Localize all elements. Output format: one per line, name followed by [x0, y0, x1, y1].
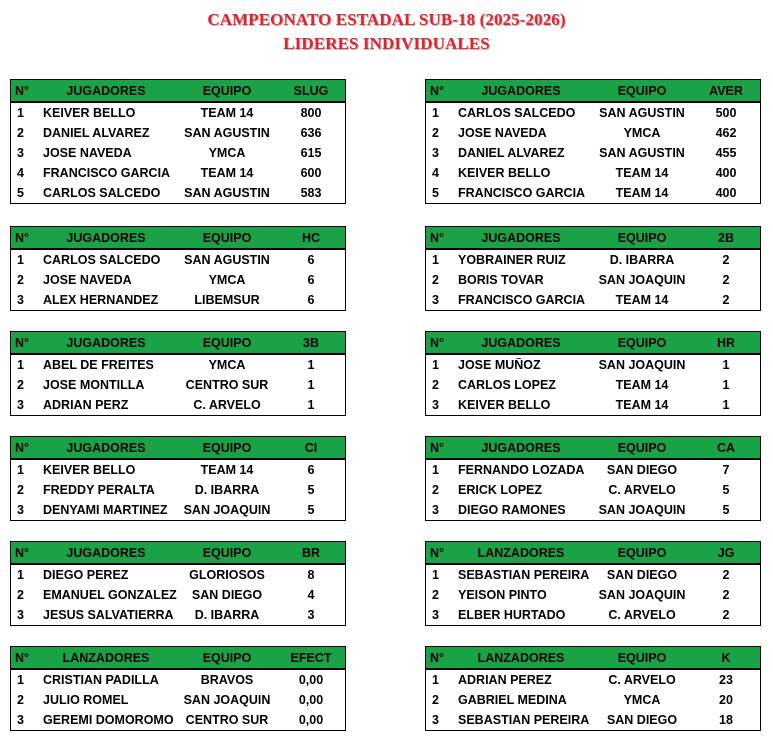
table-header: [11, 542, 345, 565]
col-number-cell: 3: [17, 293, 24, 307]
col-team-cell: SAN DIEGO: [191, 588, 263, 602]
col-stat-cell: 1: [722, 358, 730, 372]
header-col-number: N°: [15, 230, 30, 245]
table-header: [426, 437, 760, 460]
header-col-number: N°: [15, 335, 30, 350]
table-row: [426, 355, 760, 375]
col-number-cell: 3: [432, 503, 439, 517]
header-col-number: N°: [15, 545, 30, 560]
table-row: [11, 375, 345, 395]
col-player-cell: DIEGO PEREZ: [43, 568, 129, 582]
table-row: [11, 270, 345, 290]
col-player-cell: ERICK LOPEZ: [458, 483, 543, 497]
leaders-table: [10, 646, 346, 731]
table-header: [426, 80, 760, 103]
col-stat-cell: 2: [722, 273, 730, 287]
header-col-player: JUGADORES: [66, 335, 146, 350]
col-team-cell: C. ARVELO: [608, 673, 676, 687]
col-stat-cell: 5: [722, 503, 730, 517]
col-team-cell: CENTRO SUR: [185, 378, 269, 392]
header-col-player: JUGADORES: [66, 230, 146, 245]
leaders-table: [425, 436, 761, 521]
header-col-team: EQUIPO: [202, 545, 252, 560]
table-row: [11, 500, 345, 520]
table-row: [426, 395, 760, 415]
header-col-player: LANZADORES: [477, 650, 565, 665]
col-player-cell: JOSE MUÑOZ: [458, 358, 541, 372]
col-player-cell: ABEL DE FREITES: [43, 358, 154, 372]
table-row: [426, 375, 760, 395]
col-player-cell: KEIVER BELLO: [43, 463, 136, 477]
col-player-cell: ALEX HERNANDEZ: [43, 293, 159, 307]
col-player-cell: ELBER HURTADO: [458, 608, 566, 622]
leaders-table: [425, 79, 761, 204]
table-row: [426, 670, 760, 690]
table-row: [426, 163, 760, 183]
col-stat-cell: 400: [715, 186, 737, 200]
col-team-cell: C. ARVELO: [608, 483, 676, 497]
header-col-player: JUGADORES: [481, 335, 561, 350]
col-team-cell: SAN JOAQUIN: [598, 273, 686, 287]
col-stat-cell: 462: [715, 126, 737, 140]
header-col-number: N°: [430, 650, 445, 665]
header-col-number: N°: [15, 650, 30, 665]
header-col-team: EQUIPO: [202, 83, 252, 98]
table-row: [11, 710, 345, 730]
header-col-team: EQUIPO: [202, 440, 252, 455]
col-team-cell: D. IBARRA: [609, 253, 675, 267]
table-header: [426, 227, 760, 250]
header-col-team: EQUIPO: [617, 230, 667, 245]
col-player-cell: DANIEL ALVAREZ: [43, 126, 150, 140]
table-row: [11, 690, 345, 710]
table-header: [11, 647, 345, 670]
col-team-cell: SAN JOAQUIN: [183, 503, 271, 517]
col-player-cell: YEISON PINTO: [458, 588, 547, 602]
leaders-table: [10, 436, 346, 521]
col-stat-cell: 800: [300, 106, 322, 120]
col-number-cell: 2: [17, 273, 24, 287]
col-number-cell: 1: [432, 463, 439, 477]
table-row: [426, 250, 760, 270]
table-header: [11, 332, 345, 355]
col-stat-cell: 2: [722, 608, 730, 622]
header-col-number: N°: [430, 545, 445, 560]
header-col-team: EQUIPO: [617, 335, 667, 350]
header-col-player: LANZADORES: [62, 650, 150, 665]
leaders-table: [425, 541, 761, 626]
col-stat-cell: 500: [715, 106, 737, 120]
table-row: [426, 460, 760, 480]
col-team-cell: CENTRO SUR: [185, 713, 269, 727]
leaders-table: [425, 646, 761, 731]
col-number-cell: 1: [432, 568, 439, 582]
col-number-cell: 2: [17, 693, 24, 707]
header-col-team: EQUIPO: [617, 440, 667, 455]
table-row: [426, 690, 760, 710]
col-number-cell: 1: [17, 253, 24, 267]
col-stat-cell: 455: [715, 146, 737, 160]
header-col-stat: CA: [716, 440, 736, 455]
leaders-table: [10, 79, 346, 204]
col-number-cell: 4: [432, 166, 439, 180]
col-number-cell: 3: [432, 713, 439, 727]
col-stat-cell: 6: [307, 463, 315, 477]
col-number-cell: 1: [432, 253, 439, 267]
col-stat-cell: 583: [300, 186, 322, 200]
col-player-cell: DANIEL ALVAREZ: [458, 146, 565, 160]
col-stat-cell: 2: [722, 588, 730, 602]
col-stat-cell: 400: [715, 166, 737, 180]
col-stat-cell: 636: [300, 126, 322, 140]
col-stat-cell: 5: [307, 483, 315, 497]
col-player-cell: GEREMI DOMOROMO: [43, 713, 174, 727]
col-team-cell: C. ARVELO: [608, 608, 676, 622]
table-row: [426, 143, 760, 163]
table-row: [426, 183, 760, 203]
col-stat-cell: 600: [300, 166, 322, 180]
col-player-cell: JESUS SALVATIERRA: [43, 608, 174, 622]
table-row: [426, 480, 760, 500]
header-col-stat: 2B: [718, 230, 734, 245]
col-stat-cell: 2: [722, 253, 730, 267]
col-number-cell: 2: [432, 273, 439, 287]
col-player-cell: CRISTIAN PADILLA: [43, 673, 159, 687]
col-team-cell: D. IBARRA: [194, 483, 260, 497]
header-col-stat: HR: [716, 335, 736, 350]
col-team-cell: TEAM 14: [200, 106, 254, 120]
header-col-stat: K: [721, 650, 731, 665]
col-player-cell: JULIO ROMEL: [43, 693, 129, 707]
col-team-cell: D. IBARRA: [194, 608, 260, 622]
col-stat-cell: 3: [307, 608, 315, 622]
header-col-team: EQUIPO: [617, 650, 667, 665]
table-row: [426, 270, 760, 290]
col-stat-cell: 1: [307, 378, 315, 392]
col-number-cell: 3: [432, 398, 439, 412]
col-number-cell: 1: [17, 568, 24, 582]
table-row: [426, 585, 760, 605]
col-stat-cell: 1: [307, 398, 315, 412]
col-team-cell: SAN AGUSTIN: [599, 146, 685, 160]
col-team-cell: C. ARVELO: [193, 398, 261, 412]
col-stat-cell: 0,00: [298, 673, 324, 687]
col-number-cell: 1: [17, 673, 24, 687]
col-number-cell: 2: [17, 126, 24, 140]
table-row: [11, 670, 345, 690]
header-col-team: EQUIPO: [617, 83, 667, 98]
col-team-cell: SAN DIEGO: [606, 463, 678, 477]
col-number-cell: 1: [432, 106, 439, 120]
col-stat-cell: 1: [722, 398, 730, 412]
table-row: [426, 290, 760, 310]
header-col-stat: HC: [301, 230, 321, 245]
col-number-cell: 2: [432, 126, 439, 140]
table-row: [11, 123, 345, 143]
header-col-stat: JG: [717, 545, 735, 560]
col-team-cell: BRAVOS: [200, 673, 254, 687]
col-number-cell: 3: [432, 146, 439, 160]
table-row: [426, 103, 760, 123]
col-team-cell: GLORIOSOS: [189, 568, 265, 582]
header-col-player: JUGADORES: [481, 230, 561, 245]
col-team-cell: YMCA: [208, 358, 246, 372]
col-stat-cell: 7: [722, 463, 730, 477]
col-number-cell: 5: [17, 186, 24, 200]
table-header: [426, 332, 760, 355]
col-number-cell: 5: [432, 186, 439, 200]
table-row: [11, 290, 345, 310]
col-player-cell: JOSE NAVEDA: [458, 126, 547, 140]
col-stat-cell: 2: [722, 293, 730, 307]
col-team-cell: LIBEMSUR: [194, 293, 260, 307]
col-team-cell: SAN JOAQUIN: [183, 693, 271, 707]
table-row: [426, 605, 760, 625]
col-team-cell: SAN AGUSTIN: [184, 253, 270, 267]
table-row: [11, 565, 345, 585]
col-player-cell: FREDDY PERALTA: [43, 483, 155, 497]
col-team-cell: TEAM 14: [615, 166, 669, 180]
header-col-number: N°: [430, 230, 445, 245]
header-col-stat: SLUG: [293, 83, 329, 98]
col-number-cell: 1: [17, 463, 24, 477]
table-row: [426, 710, 760, 730]
table-row: [11, 460, 345, 480]
col-stat-cell: 23: [719, 673, 733, 687]
col-team-cell: SAN AGUSTIN: [184, 186, 270, 200]
col-number-cell: 1: [432, 673, 439, 687]
header-col-player: JUGADORES: [481, 440, 561, 455]
col-stat-cell: 1: [307, 358, 315, 372]
col-player-cell: CARLOS SALCEDO: [43, 186, 161, 200]
col-stat-cell: 8: [307, 568, 315, 582]
leaders-table: [425, 331, 761, 416]
col-number-cell: 3: [17, 608, 24, 622]
header-col-number: N°: [15, 440, 30, 455]
col-team-cell: YMCA: [208, 273, 246, 287]
col-number-cell: 3: [17, 398, 24, 412]
col-player-cell: KEIVER BELLO: [458, 398, 551, 412]
table-header: [426, 542, 760, 565]
header-col-stat: BR: [301, 545, 321, 560]
col-stat-cell: 2: [722, 568, 730, 582]
page-title: CAMPEONATO ESTADAL SUB-18 (2025-2026): [207, 10, 566, 29]
header-col-team: EQUIPO: [202, 230, 252, 245]
table-row: [11, 395, 345, 415]
header-col-player: JUGADORES: [66, 440, 146, 455]
col-number-cell: 3: [17, 146, 24, 160]
col-player-cell: FRANCISCO GARCIA: [43, 166, 171, 180]
col-player-cell: FRANCISCO GARCIA: [458, 293, 586, 307]
table-row: [11, 585, 345, 605]
leaders-table: [10, 331, 346, 416]
table-row: [11, 163, 345, 183]
col-player-cell: CARLOS SALCEDO: [458, 106, 576, 120]
col-stat-cell: 4: [307, 588, 315, 602]
col-number-cell: 4: [17, 166, 24, 180]
col-number-cell: 2: [17, 378, 24, 392]
col-stat-cell: 5: [722, 483, 730, 497]
col-team-cell: SAN JOAQUIN: [598, 503, 686, 517]
col-team-cell: YMCA: [623, 126, 661, 140]
header-col-number: N°: [430, 83, 445, 98]
col-number-cell: 3: [17, 713, 24, 727]
col-team-cell: TEAM 14: [615, 378, 669, 392]
col-player-cell: SEBASTIAN PEREIRA: [458, 713, 590, 727]
col-number-cell: 1: [17, 106, 24, 120]
header-col-stat: AVER: [709, 83, 743, 98]
col-team-cell: SAN JOAQUIN: [598, 358, 686, 372]
header-col-player: JUGADORES: [66, 545, 146, 560]
col-stat-cell: 0,00: [298, 693, 324, 707]
table-header: [426, 647, 760, 670]
header-col-number: N°: [430, 440, 445, 455]
header-col-team: EQUIPO: [617, 545, 667, 560]
col-team-cell: TEAM 14: [615, 293, 669, 307]
page-subtitle: LIDERES INDIVIDUALES: [283, 34, 490, 53]
col-player-cell: FRANCISCO GARCIA: [458, 186, 586, 200]
col-player-cell: DIEGO RAMONES: [458, 503, 566, 517]
col-team-cell: YMCA: [208, 146, 246, 160]
col-team-cell: SAN JOAQUIN: [598, 588, 686, 602]
col-number-cell: 3: [432, 608, 439, 622]
col-stat-cell: 6: [307, 293, 315, 307]
col-team-cell: SAN AGUSTIN: [599, 106, 685, 120]
col-player-cell: JOSE NAVEDA: [43, 273, 132, 287]
col-player-cell: JOSE MONTILLA: [43, 378, 145, 392]
table-row: [11, 480, 345, 500]
col-player-cell: EMANUEL GONZALEZ: [43, 588, 177, 602]
table-row: [11, 103, 345, 123]
col-player-cell: DENYAMI MARTINEZ: [43, 503, 168, 517]
col-player-cell: ADRIAN PERZ: [43, 398, 129, 412]
col-player-cell: BORIS TOVAR: [458, 273, 544, 287]
col-player-cell: KEIVER BELLO: [43, 106, 136, 120]
leaders-table: [10, 226, 346, 311]
col-player-cell: YOBRAINER RUIZ: [458, 253, 566, 267]
table-row: [426, 123, 760, 143]
header-col-player: LANZADORES: [477, 545, 565, 560]
col-stat-cell: 6: [307, 253, 315, 267]
col-stat-cell: 0,00: [298, 713, 324, 727]
col-number-cell: 2: [432, 693, 439, 707]
header-col-player: JUGADORES: [481, 83, 561, 98]
col-player-cell: CARLOS LOPEZ: [458, 378, 556, 392]
col-player-cell: JOSE NAVEDA: [43, 146, 132, 160]
header-col-team: EQUIPO: [202, 335, 252, 350]
col-stat-cell: 5: [307, 503, 315, 517]
table-row: [11, 183, 345, 203]
col-player-cell: GABRIEL MEDINA: [458, 693, 567, 707]
header-col-stat: CI: [304, 440, 318, 455]
col-number-cell: 3: [17, 503, 24, 517]
col-number-cell: 3: [432, 293, 439, 307]
table-header: [11, 227, 345, 250]
col-stat-cell: 20: [719, 693, 733, 707]
header-col-number: N°: [430, 335, 445, 350]
col-team-cell: TEAM 14: [200, 463, 254, 477]
col-player-cell: CARLOS SALCEDO: [43, 253, 161, 267]
col-stat-cell: 615: [300, 146, 322, 160]
col-team-cell: TEAM 14: [200, 166, 254, 180]
col-team-cell: SAN AGUSTIN: [184, 126, 270, 140]
col-number-cell: 2: [432, 378, 439, 392]
col-number-cell: 2: [432, 588, 439, 602]
table-header: [11, 80, 345, 103]
col-player-cell: ADRIAN PEREZ: [458, 673, 552, 687]
col-player-cell: KEIVER BELLO: [458, 166, 551, 180]
col-number-cell: 1: [17, 358, 24, 372]
col-team-cell: YMCA: [623, 693, 661, 707]
table-header: [11, 437, 345, 460]
table-row: [11, 250, 345, 270]
header-col-team: EQUIPO: [202, 650, 252, 665]
col-number-cell: 2: [432, 483, 439, 497]
col-player-cell: FERNANDO LOZADA: [458, 463, 585, 477]
col-stat-cell: 1: [722, 378, 730, 392]
col-stat-cell: 18: [719, 713, 733, 727]
table-row: [11, 605, 345, 625]
col-player-cell: SEBASTIAN PEREIRA: [458, 568, 590, 582]
header-col-stat: 3B: [303, 335, 319, 350]
table-row: [11, 355, 345, 375]
leaders-table: [10, 541, 346, 626]
col-team-cell: SAN DIEGO: [606, 568, 678, 582]
col-stat-cell: 6: [307, 273, 315, 287]
table-row: [426, 565, 760, 585]
col-number-cell: 1: [432, 358, 439, 372]
col-team-cell: TEAM 14: [615, 186, 669, 200]
col-team-cell: TEAM 14: [615, 398, 669, 412]
header-col-number: N°: [15, 83, 30, 98]
table-row: [426, 500, 760, 520]
leaders-table: [425, 226, 761, 311]
col-number-cell: 2: [17, 483, 24, 497]
col-number-cell: 2: [17, 588, 24, 602]
header-col-stat: EFECT: [290, 650, 332, 665]
col-team-cell: SAN DIEGO: [606, 713, 678, 727]
table-row: [11, 143, 345, 163]
header-col-player: JUGADORES: [66, 83, 146, 98]
